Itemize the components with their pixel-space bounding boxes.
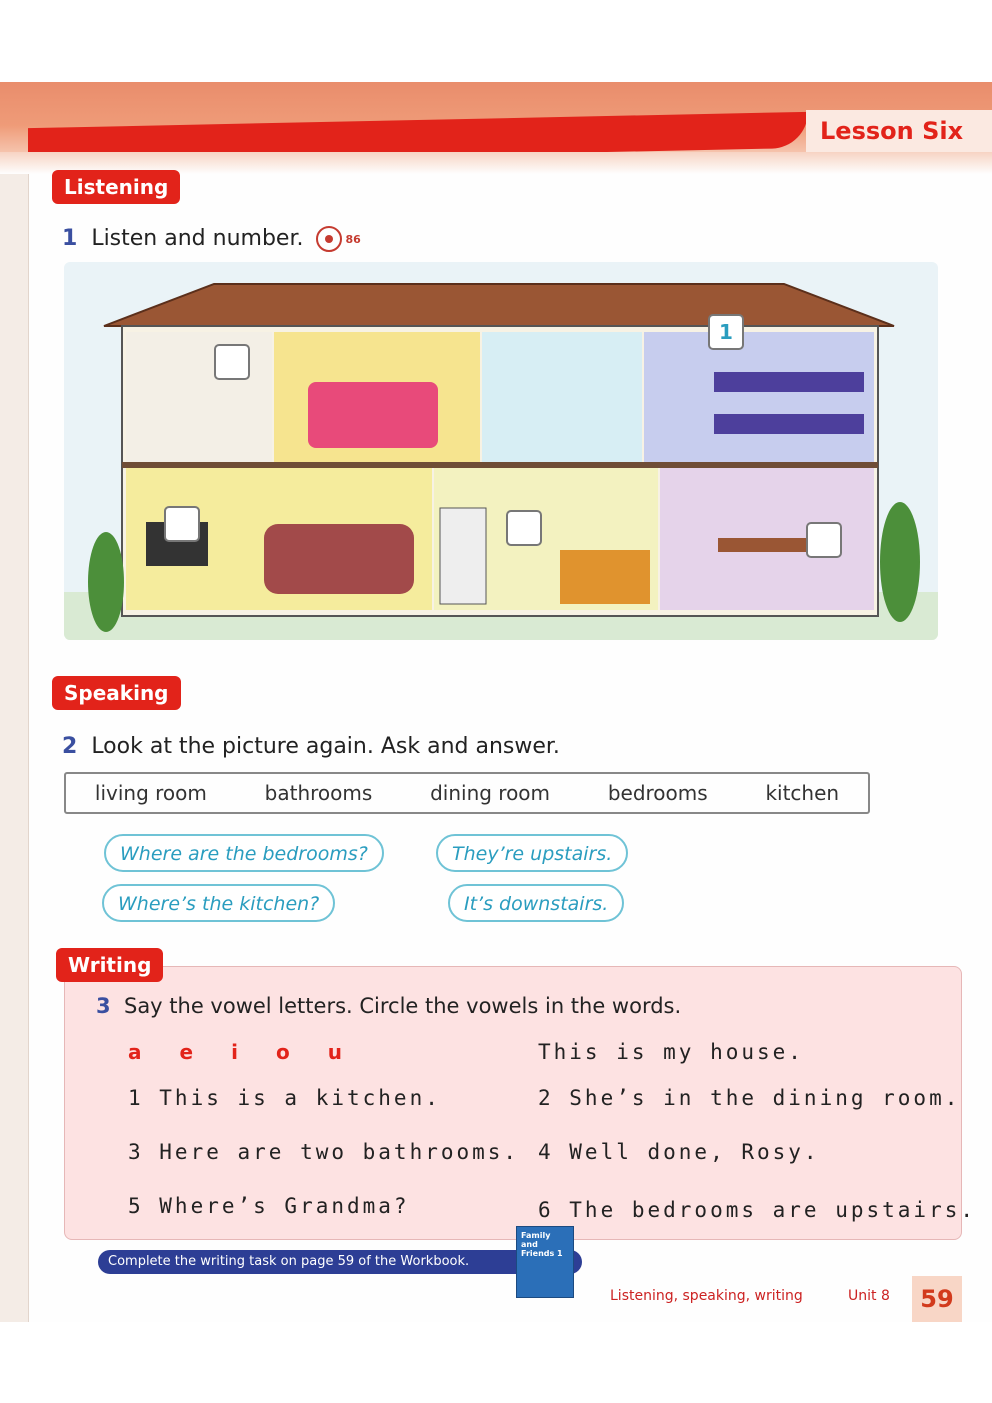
answer-box[interactable] (164, 506, 200, 542)
shrub-right (880, 502, 920, 622)
sofa (264, 524, 414, 594)
bathroom-right (482, 332, 642, 462)
word: living room (94, 781, 207, 805)
floor-divider (122, 462, 878, 468)
house-illustration (64, 262, 938, 640)
sentence[interactable]: 5 Where’s Grandma? (128, 1194, 410, 1218)
speech-bubble-answer: They’re upstairs. (436, 834, 628, 872)
audio-cd-icon[interactable] (316, 226, 342, 252)
answer-box[interactable] (214, 344, 250, 380)
example-sentence: This is my house. (538, 1040, 804, 1064)
answer-box[interactable] (506, 510, 542, 546)
vowel: o (275, 1040, 290, 1064)
roof (104, 284, 894, 326)
workbook-cover (516, 1226, 574, 1298)
instruction-text: Say the vowel letters. Circle the vowels in the words. (123, 994, 682, 1018)
vowel: a (128, 1040, 142, 1064)
track-number: 86 (345, 232, 361, 246)
vowel: u (327, 1040, 342, 1064)
task-1-instruction (62, 226, 361, 252)
answer-box[interactable]: 1 (708, 314, 744, 350)
speaking-label: Speaking (52, 676, 181, 710)
writing-label: Writing (56, 948, 163, 982)
footer-unit: Unit 8 (848, 1288, 890, 1304)
vowel-row (128, 1040, 342, 1064)
word: kitchen (765, 781, 840, 805)
word: dining room (430, 781, 551, 805)
answer-box[interactable] (806, 522, 842, 558)
bedroom-children (644, 332, 874, 462)
sentence[interactable]: 1 This is a kitchen. (128, 1086, 441, 1110)
house-picture (64, 262, 938, 640)
sentence[interactable]: 4 Well done, Rosy. (538, 1140, 820, 1164)
task-number: 1 (62, 226, 78, 251)
word: bedrooms (607, 781, 708, 805)
kitchen-cupboards (560, 550, 650, 604)
word: bathrooms (264, 781, 373, 805)
double-bed (308, 382, 438, 448)
instruction-text: Listen and number. (91, 226, 304, 251)
workbook-note: Complete the writing task on page 59 of the Workbook. (98, 1250, 582, 1274)
footer-skills: Listening, speaking, writing (610, 1288, 803, 1304)
speech-bubble-answer: It’s downstairs. (448, 884, 624, 922)
bunk-bed-bottom (714, 414, 864, 434)
book-title: Family and Friends 1 (521, 1231, 563, 1258)
bathroom-left (126, 332, 272, 462)
sentence[interactable]: 3 Here are two bathrooms. (128, 1140, 520, 1164)
sentence[interactable]: 6 The bedrooms are upstairs. (538, 1198, 977, 1222)
stove (440, 508, 486, 604)
task-3-instruction (96, 994, 681, 1018)
bunk-bed-top (714, 372, 864, 392)
vowel: i (231, 1040, 238, 1064)
vowel: e (179, 1040, 194, 1064)
task-number: 2 (62, 734, 78, 759)
sentence[interactable]: 2 She’s in the dining room. (538, 1086, 961, 1110)
listening-label: Listening (52, 170, 180, 204)
word-box (64, 772, 870, 814)
speech-bubble-question: Where’s the kitchen? (102, 884, 335, 922)
lesson-title: Lesson Six (806, 110, 992, 152)
shrub-left (88, 532, 124, 632)
page-edge (0, 82, 29, 1322)
instruction-text: Look at the picture again. Ask and answer. (91, 734, 560, 759)
speech-bubble-question: Where are the bedrooms? (104, 834, 384, 872)
task-2-instruction (62, 734, 560, 759)
page-number: 59 (912, 1276, 962, 1322)
task-number: 3 (96, 994, 111, 1018)
